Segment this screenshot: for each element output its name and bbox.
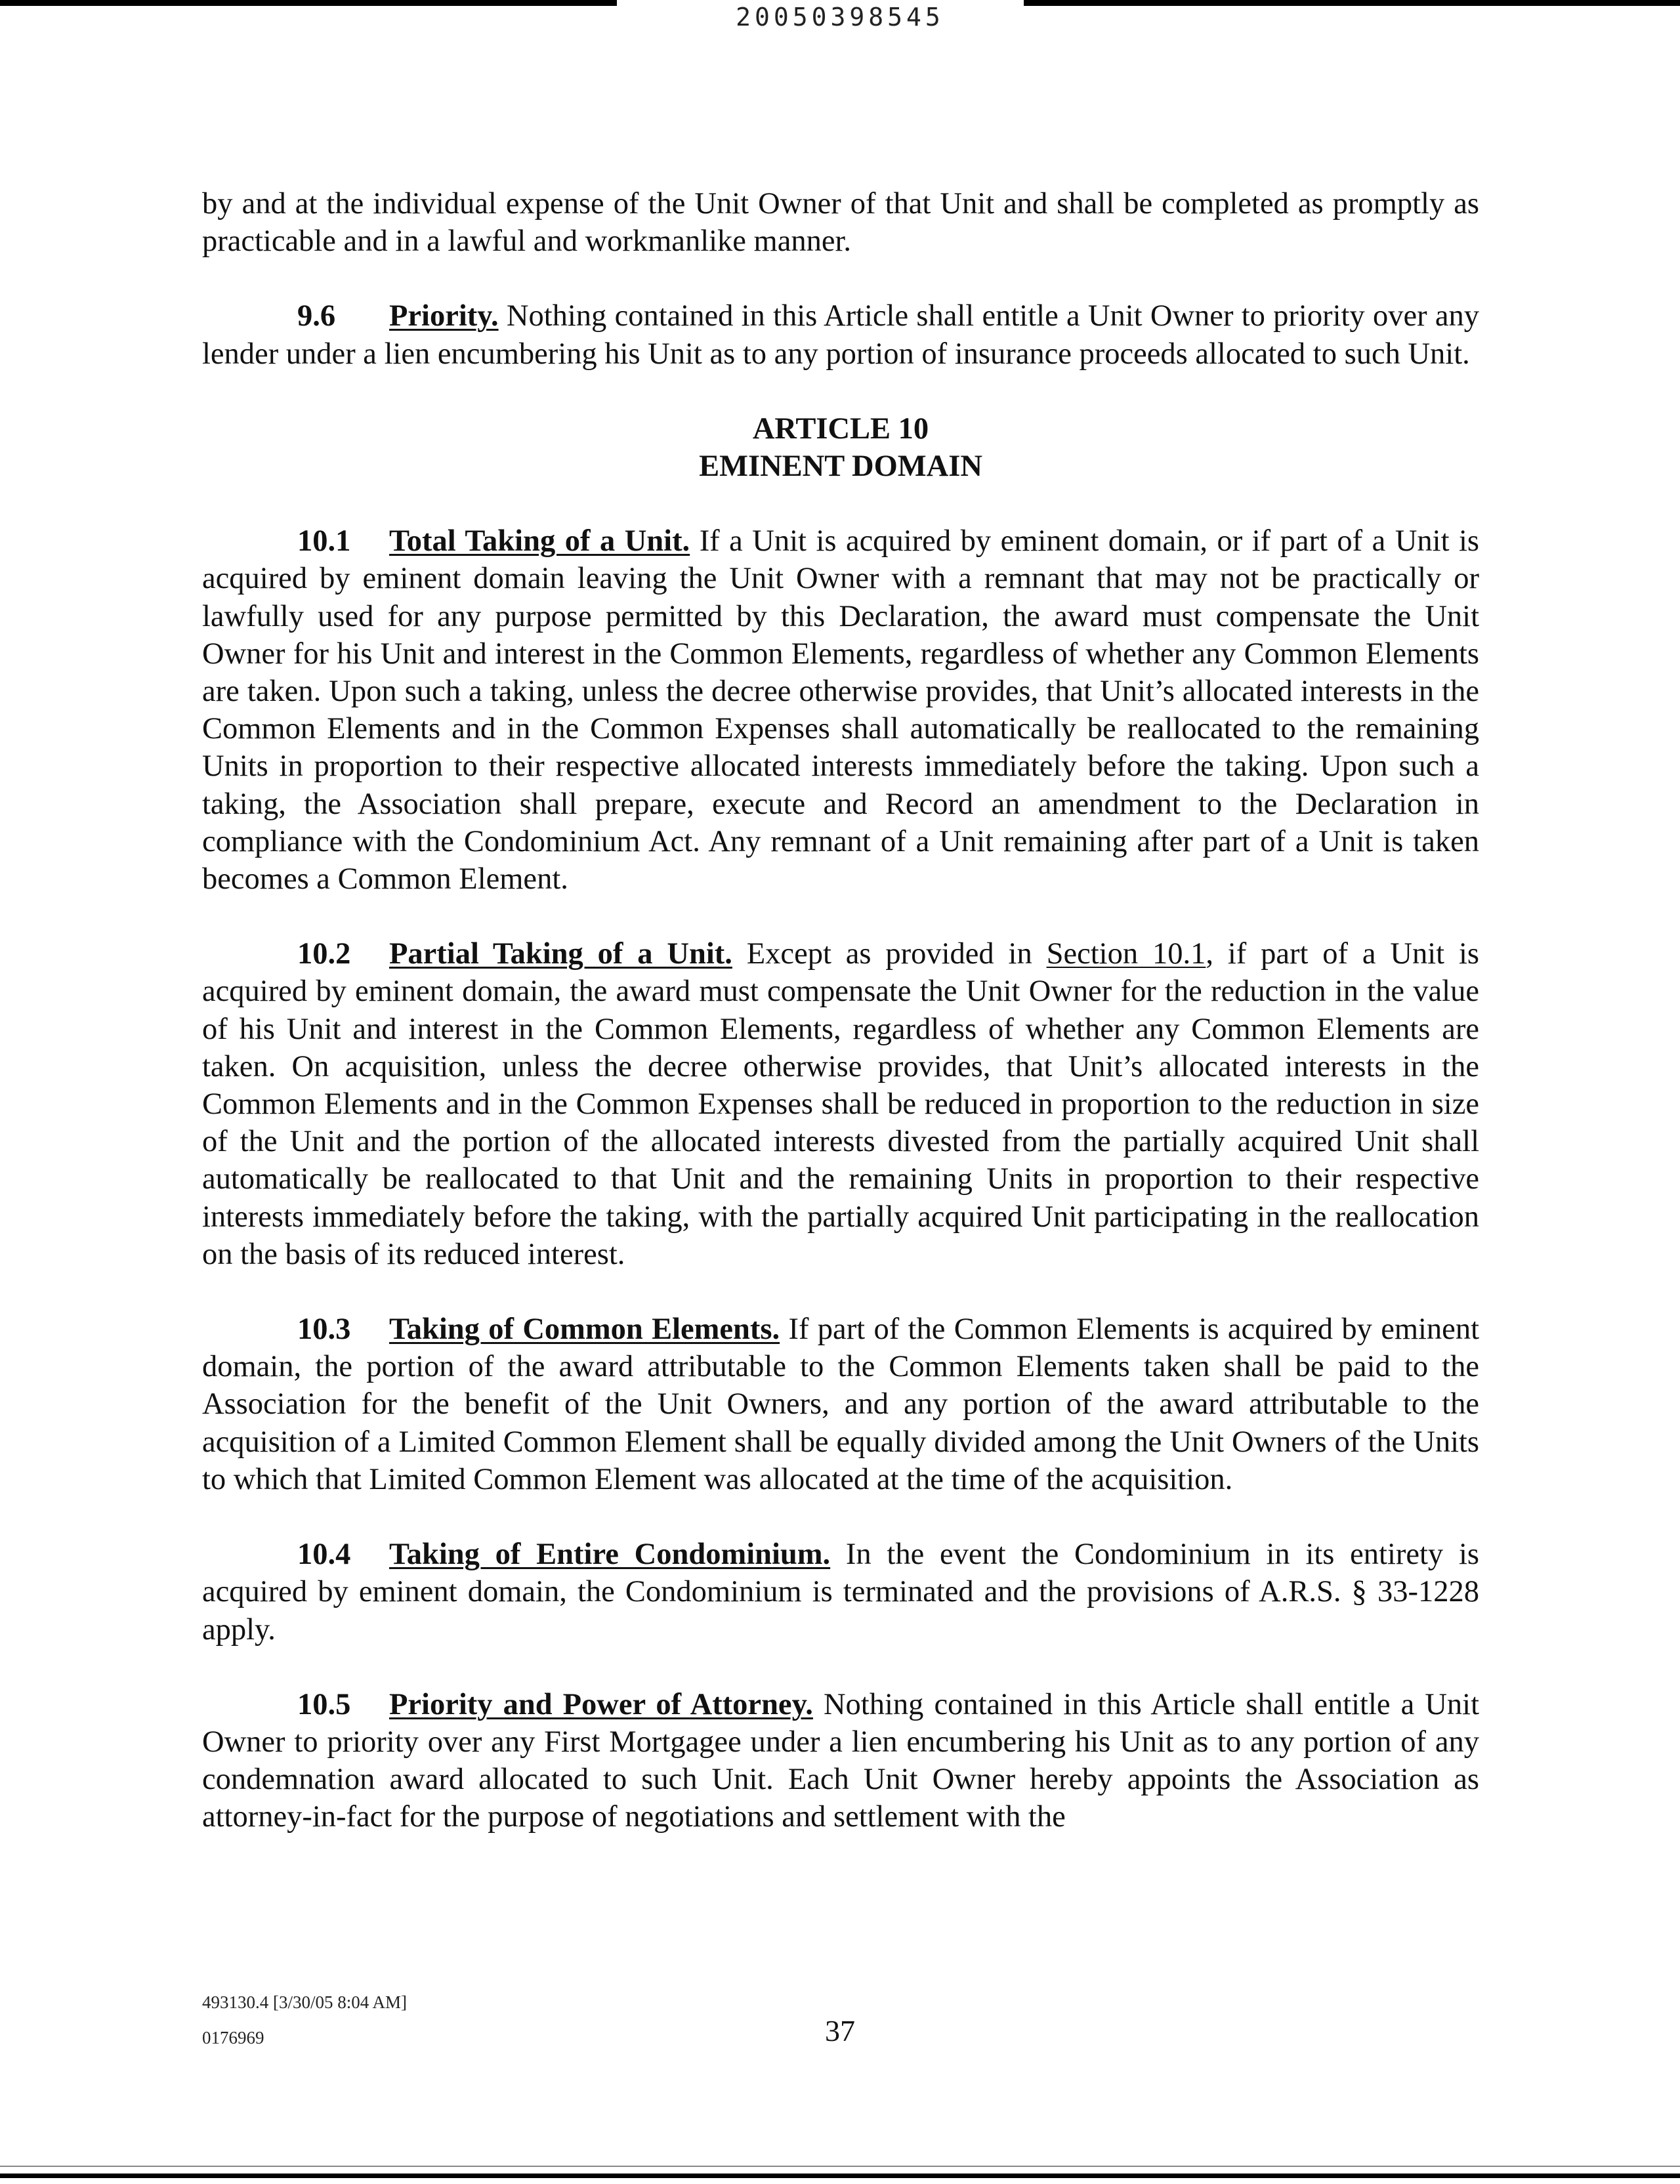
section-title: Priority and Power of Attorney. — [389, 1687, 813, 1721]
footer-doc-ref: 493130.4 [3/30/05 8:04 AM] — [202, 1992, 408, 2012]
bottom-scan-rule — [0, 2174, 1680, 2178]
page-number: 37 — [825, 2014, 855, 2048]
section-10-5 — [202, 1686, 1479, 1836]
section-9-6 — [202, 297, 1479, 372]
recording-number: 20050398545 — [736, 3, 944, 32]
footer-client-number: 0176969 — [202, 2028, 264, 2048]
section-10-3 — [202, 1311, 1479, 1498]
section-title: Partial Taking of a Unit. — [389, 937, 732, 971]
section-text: If part of the Common Elements is acquired by eminent domain, the portion of the award attributable to the Common Elements taken shall be paid to the Association for the benefit of the Unit Owners, and any portion of the award attributable to the acquisition of a Limited Common Element shall be equally divided among the Unit Owners of the Units to which that Limited Common Element was allocated at the time of the acquisition. — [202, 1312, 1479, 1496]
cross-reference-link[interactable]: Section 10.1 — [1046, 937, 1206, 971]
section-number: 10.4 — [297, 1538, 351, 1572]
section-number: 10.3 — [297, 1312, 351, 1347]
article-title: EMINENT DOMAIN — [699, 450, 982, 484]
section-number: 9.6 — [297, 299, 336, 333]
section-10-4 — [202, 1536, 1479, 1648]
footer-doc-info — [202, 1984, 407, 2055]
section-text: Except as provided in — [732, 937, 1047, 971]
bottom-faint-rule — [0, 2166, 1680, 2167]
section-number: 10.5 — [297, 1687, 351, 1721]
section-title: Taking of Entire Condominium. — [389, 1538, 831, 1572]
section-title: Priority. — [389, 299, 499, 333]
article-number: ARTICLE 10 — [752, 411, 929, 446]
section-text: If a Unit is acquired by eminent domain, or if part of a Unit is acquired by eminent domain leaving the Unit Owner with a remnant that may not be practically or lawfully used for any purpose permitted by this Declaration, the award must compensate the Unit Owner for his Unit and interest in the Common Elements, regardless of whether any Common Elements are taken. Upon such a taking, unless the decree otherwise provides, that Unit’s allocated interests in the Common Elements and in the Common Expenses shall automatically be reallocated to the remaining Units in proportion to their respective allocated interests immediately before the taking. Upon such a taking, the Association shall prepare, execute and Record an amendment to the Declaration in compliance with the Condominium Act. Any remnant of a Unit remaining after part of a Unit is taken becomes a Common Element. — [202, 524, 1480, 896]
page-body — [202, 185, 1479, 1836]
section-title: Total Taking of a Unit. — [389, 524, 690, 558]
section-text: Nothing contained in this Article shall entitle a Unit Owner to priority over any First Mortgagee under a lien encumbering his Unit as to any portion of any condemnation award allocated to such Unit. Each Unit Owner hereby appoints the Association as attorney-in-fact for the purpose of negotiations and settlement with the — [202, 1687, 1479, 1834]
section-10-2 — [202, 935, 1479, 1273]
section-number: 10.2 — [297, 937, 351, 971]
section-title: Taking of Common Elements. — [389, 1312, 780, 1347]
section-10-1 — [202, 522, 1479, 898]
section-text-continued: , if part of a Unit is acquired by eminent domain, the award must compensate the Unit Owner for the reduction in the value of his Unit and interest in the Common Elements, regardless of whether any Common Elements are taken. On acquisition, unless the decree otherwise provides, that Unit’s allocated interests in the Common Elements and in the Common Expenses shall be reduced in proportion to the reduction in size of the Unit and the portion of the allocated interests divested from the partially acquired Unit shall automatically be reallocated to that Unit and the remaining Units in proportion to their respective interests immediately before the taking, with the partially acquired Unit participating in the reallocation on the basis of its reduced interest. — [202, 937, 1479, 1271]
carryover-paragraph: by and at the individual expense of the Unit Owner of that Unit and shall be completed as promptly as practicable and in a lawful and workmanlike manner. — [202, 187, 1479, 259]
section-number: 10.1 — [297, 524, 351, 558]
section-text: In the event the Condominium in its entirety is acquired by eminent domain, the Condominium is terminated and the provisions of A.R.S. § 33-1228 apply. — [202, 1538, 1479, 1647]
section-text: Nothing contained in this Article shall entitle a Unit Owner to priority over any lender under a lien encumbering his Unit as to any portion of insurance proceeds allocated to such Unit. — [202, 299, 1479, 371]
